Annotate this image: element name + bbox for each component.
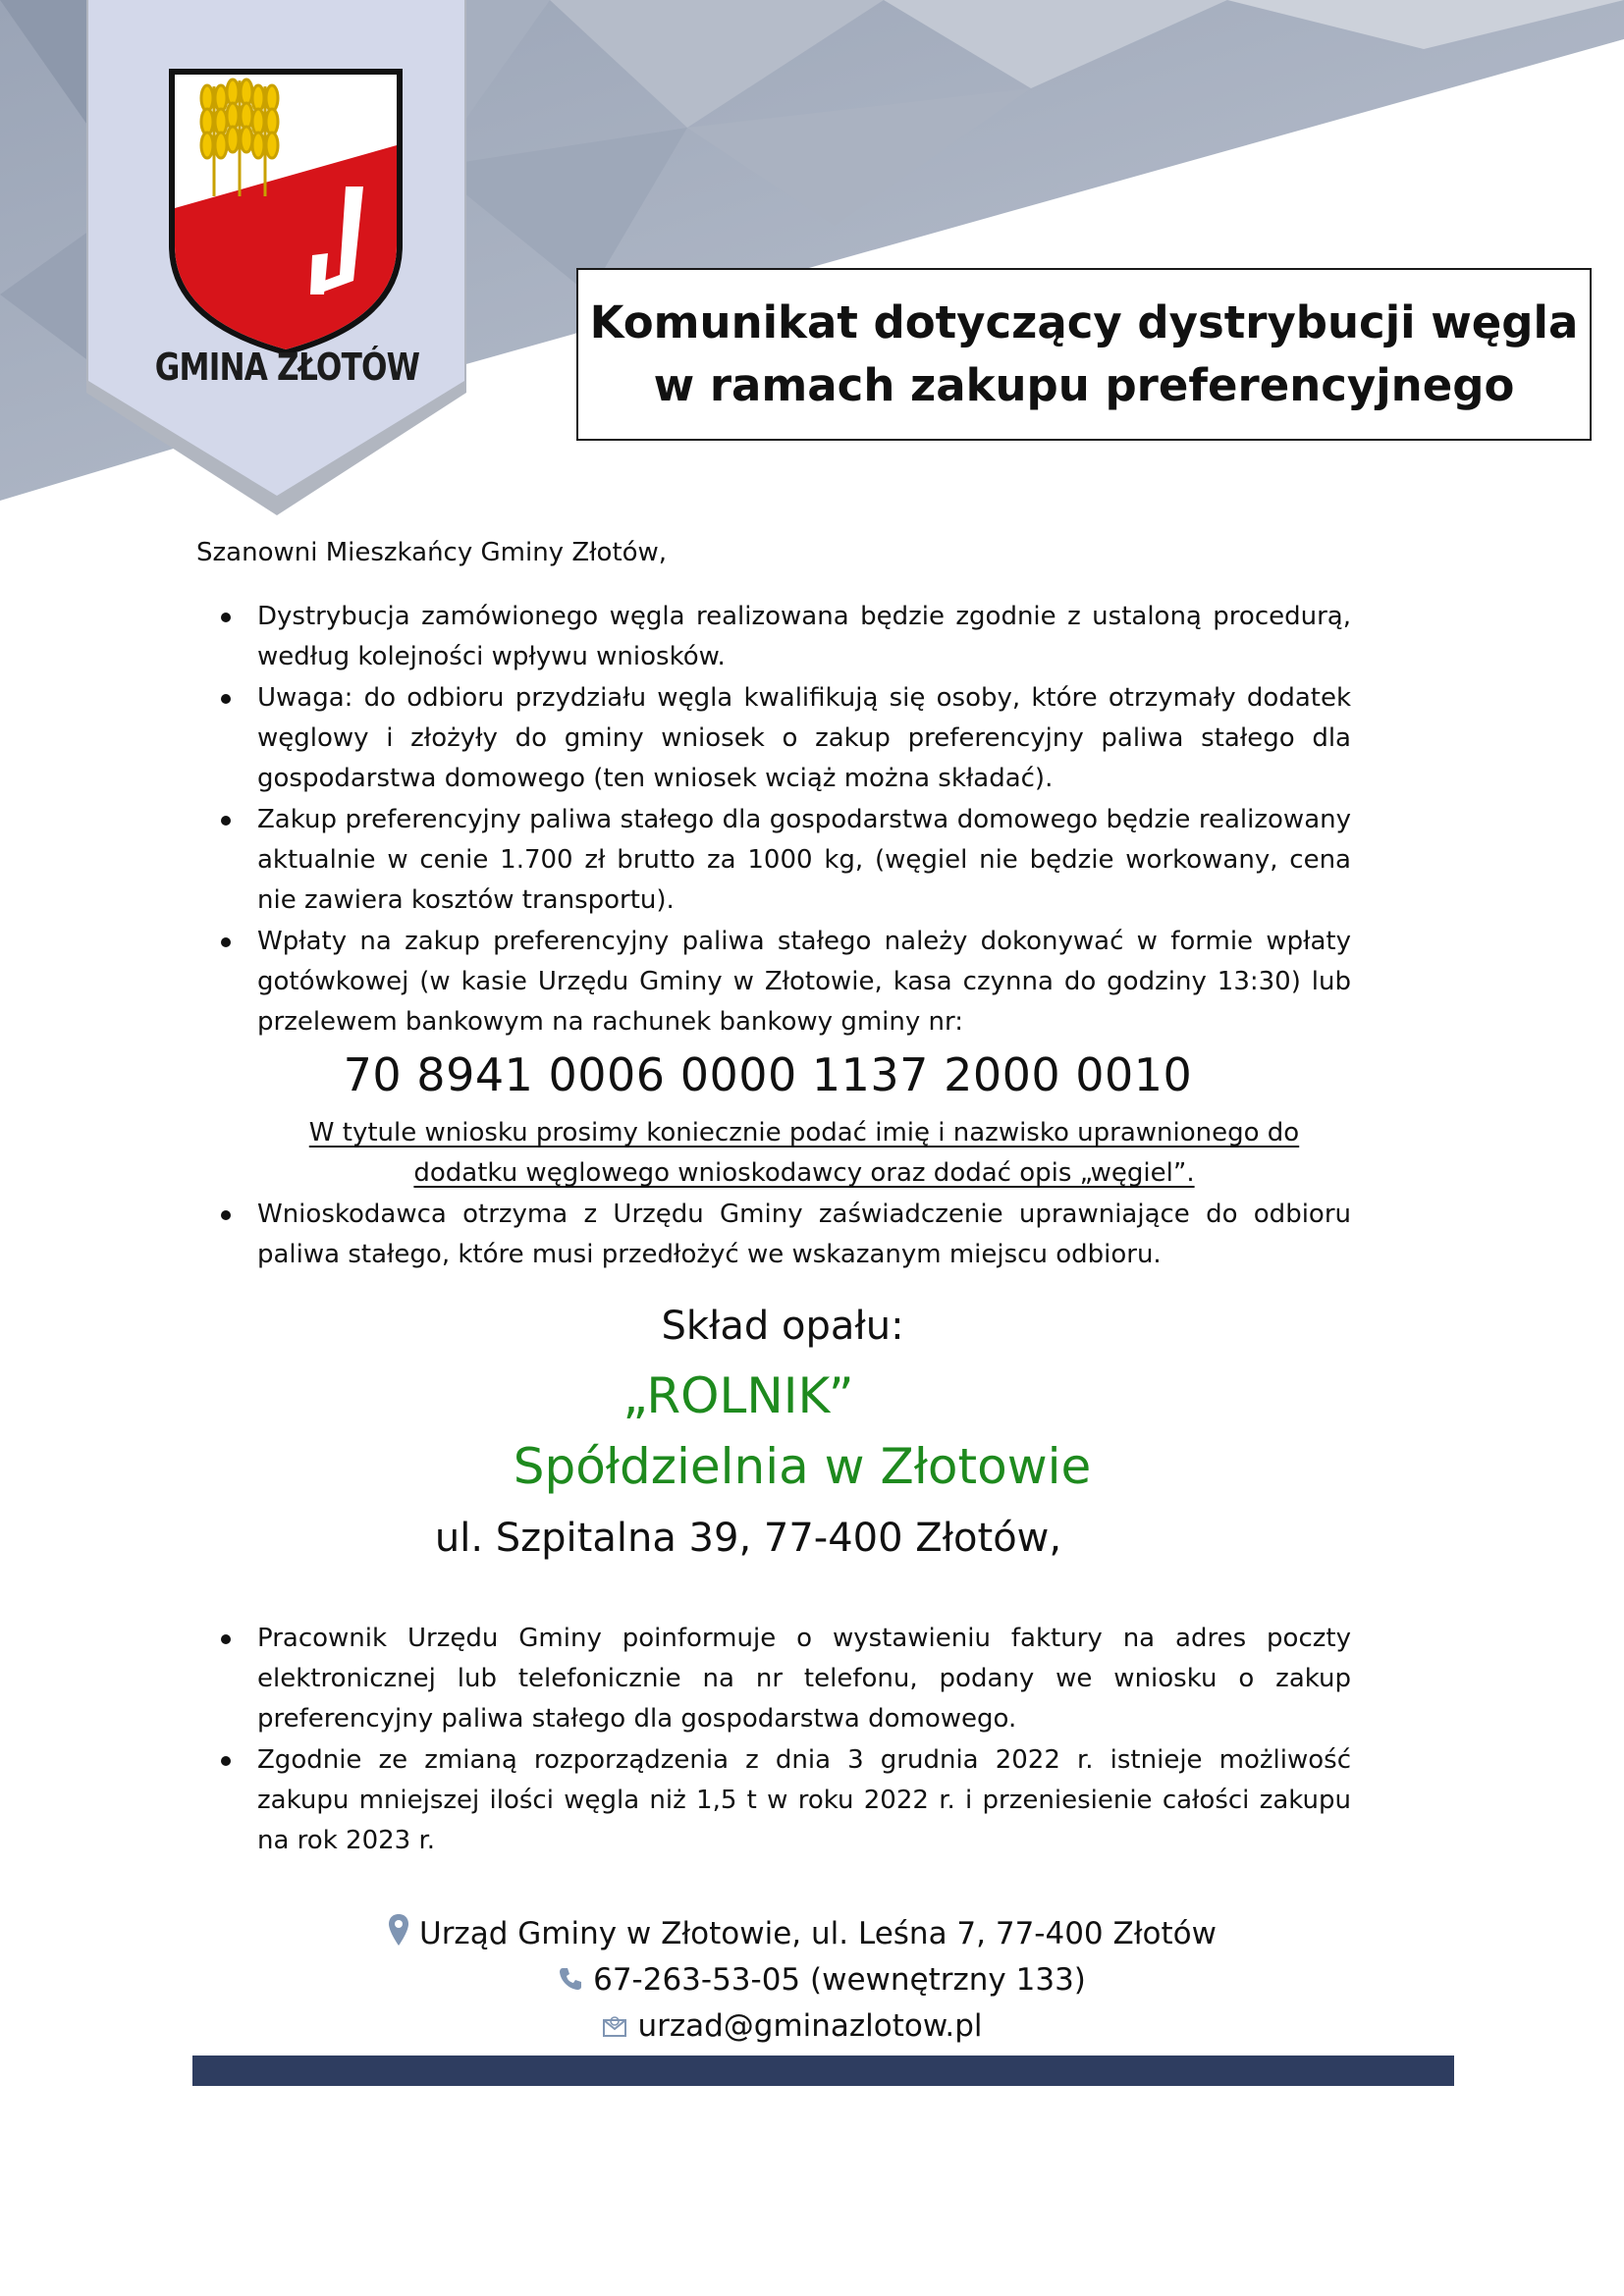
phone-number: 67-263-53-05 (wewnętrzny 133) xyxy=(593,1962,1086,1998)
depot-heading: Skład opału: xyxy=(661,1304,904,1349)
list-item: Zakup preferencyjny paliwa stałego dla gospodarstwa domowego będzie realizowany aktualnie w cenie 1.700 zł brutto za 1000 kg, (węgiel nie będzie workowany, cena nie zawiera kosztów transportu). xyxy=(257,800,1351,921)
list-item: Zgodnie ze zmianą rozporządzenia z dnia 3 grudnia 2022 r. istnieje możliwość zakupu mniejszej ilości węgla niż 1,5 t w roku 2022 r. i przeniesienie całości zakupu na rok 2023 r. xyxy=(257,1740,1351,1861)
transfer-note: W tytule wniosku prosimy koniecznie podać imię i nazwisko uprawnionego do dodatku węglowego wnioskodawcy oraz dodać opis „węgiel”. xyxy=(308,1118,1300,1188)
phone-icon xyxy=(558,1960,583,2003)
bullet-list xyxy=(257,1195,1351,1276)
header-banner xyxy=(0,0,1624,520)
map-pin-icon xyxy=(388,1913,409,1958)
list-item: Wnioskodawca otrzyma z Urzędu Gminy zaświadczenie uprawniające do odbioru paliwa stałego, które musi przedłożyć we wskazanym miejscu odbioru. xyxy=(257,1195,1351,1275)
contact-phone xyxy=(0,1958,1624,2003)
coat-of-arms xyxy=(169,69,403,355)
contact-email xyxy=(0,2004,1624,2050)
list-item: Pracownik Urzędu Gminy poinformuje o wystawieniu faktury na adres poczty elektronicznej lub telefonicznie na nr telefonu, podany we wniosku o zakup preferencyjny paliwa stałego dla gospodarstwa domowego. xyxy=(257,1619,1351,1739)
envelope-icon xyxy=(602,2006,627,2050)
depot-name: „ROLNIK” xyxy=(623,1367,854,1424)
bullet-list xyxy=(257,1619,1351,1862)
title-line-1: Komunikat dotyczący dystrybucji węgla xyxy=(589,296,1579,348)
list-item: Dystrybucja zamówionego węgla realizowana będzie zgodnie z ustaloną procedurą, według kolejności wpływu wniosków. xyxy=(257,597,1351,677)
bank-account-number: 70 8941 0006 0000 1137 2000 0010 xyxy=(343,1048,1193,1101)
list-item: Wpłaty na zakup preferencyjny paliwa stałego należy dokonywać w formie wpłaty gotówkowej (w kasie Urzędu Gminy w Złotowie, kasa czynna do godziny 13:30) lub przelewem bankowym na rachunek bankowy gminy nr: xyxy=(257,922,1351,1042)
depot-address: ul. Szpitalna 39, 77-400 Złotów, xyxy=(434,1516,1062,1561)
notice-title-box xyxy=(576,268,1592,441)
banner-graphic xyxy=(0,0,1624,520)
title-line-2: w ramach zakupu preferencyjnego xyxy=(653,359,1515,411)
footer-bar xyxy=(192,2056,1454,2086)
email-address[interactable]: urzad@gminazlotow.pl xyxy=(637,2008,983,2044)
list-item: Uwaga: do odbioru przydziału węgla kwalifikują się osoby, które otrzymały dodatek węglowy i złożyły do gminy wniosek o zakup preferencyjny paliwa stałego dla gospodarstwa domowego (ten wniosek wciąż można składać). xyxy=(257,678,1351,799)
brand-label: GMINA ZŁOTÓW xyxy=(154,346,420,389)
office-address: Urząd Gminy w Złotowie, ul. Leśna 7, 77-400 Złotów xyxy=(419,1916,1217,1951)
depot-organization: Spółdzielnia w Złotowie xyxy=(513,1438,1092,1495)
contact-office xyxy=(0,1912,1624,1958)
greeting: Szanowni Mieszkańcy Gminy Złotów, xyxy=(196,538,668,567)
bullet-list xyxy=(257,597,1351,1043)
